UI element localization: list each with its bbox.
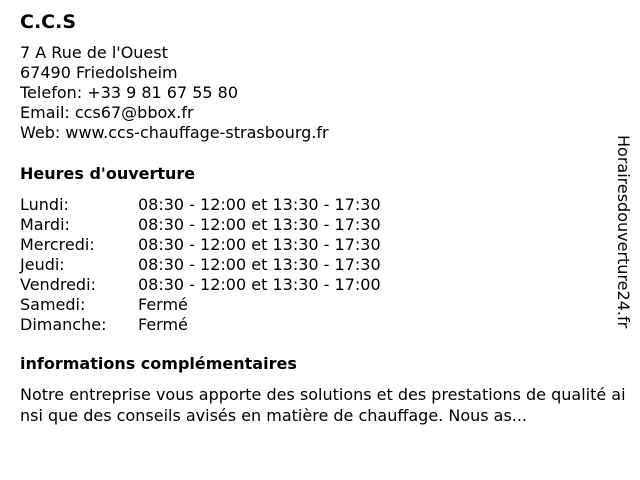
city-postcode: 67490 Friedolsheim <box>20 63 178 82</box>
day-label: Samedi: <box>20 295 86 314</box>
street-address: 7 A Rue de l'Ouest <box>20 43 168 62</box>
hours-row-monday <box>20 195 381 215</box>
hours-value: 08:30 - 12:00 et 13:30 - 17:00 <box>138 275 381 294</box>
hours-row-sunday <box>20 315 381 335</box>
day-label: Vendredi: <box>20 275 96 294</box>
day-label: Mercredi: <box>20 235 95 254</box>
opening-hours-table <box>20 195 381 335</box>
email-line[interactable]: Email: ccs67@bbox.fr <box>20 103 194 122</box>
hours-value: 08:30 - 12:00 et 13:30 - 17:30 <box>138 255 381 274</box>
hours-value: Fermé <box>138 315 188 334</box>
website-line[interactable]: Web: www.ccs-chauffage-strasbourg.fr <box>20 123 329 142</box>
site-brand-vertical[interactable]: Horairesdouverture24.fr <box>614 135 633 329</box>
hours-row-friday <box>20 275 381 295</box>
hours-value: Fermé <box>138 295 188 314</box>
day-label: Lundi: <box>20 195 69 214</box>
hours-row-wednesday <box>20 235 381 255</box>
hours-value: 08:30 - 12:00 et 13:30 - 17:30 <box>138 195 381 214</box>
hours-row-thursday <box>20 255 381 275</box>
additional-info-heading: informations complémentaires <box>20 354 297 373</box>
phone-line[interactable]: Telefon: +33 9 81 67 55 80 <box>20 83 239 102</box>
hours-value: 08:30 - 12:00 et 13:30 - 17:30 <box>138 215 381 234</box>
business-name: C.C.S <box>20 11 77 33</box>
day-label: Mardi: <box>20 215 70 234</box>
business-contact <box>20 43 329 143</box>
hours-row-saturday <box>20 295 381 315</box>
additional-info-text: Notre entreprise vous apporte des solutions et des prestations de qualité ainsi que des conseils avisés en matière de chauffage. Nous as... <box>20 385 626 425</box>
hours-row-tuesday <box>20 215 381 235</box>
opening-hours-heading: Heures d'ouverture <box>20 164 196 183</box>
day-label: Jeudi: <box>20 255 65 274</box>
day-label: Dimanche: <box>20 315 107 334</box>
hours-value: 08:30 - 12:00 et 13:30 - 17:30 <box>138 235 381 254</box>
